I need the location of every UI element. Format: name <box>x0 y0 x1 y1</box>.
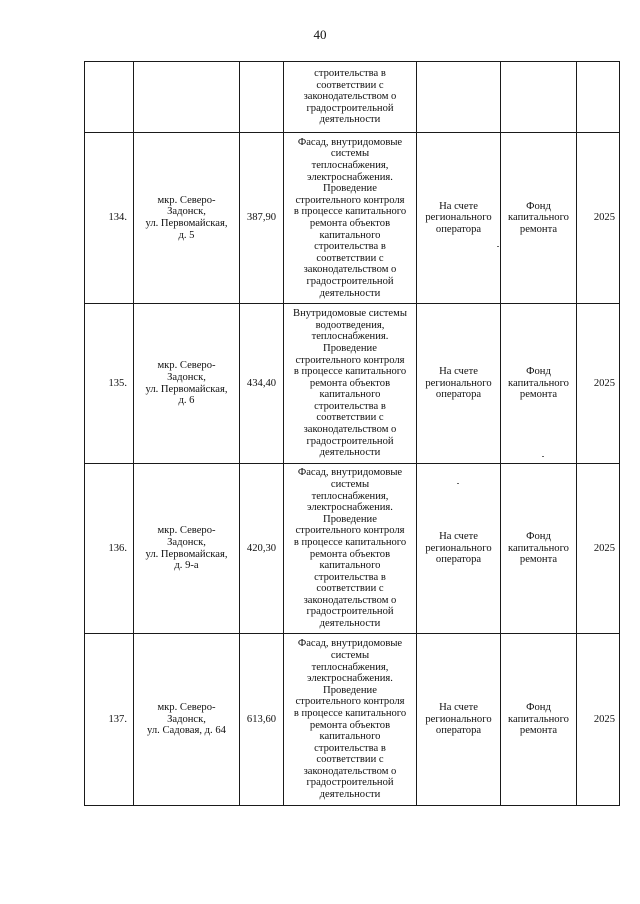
cell-work-description-line: теплоснабжения. <box>311 331 389 343</box>
cell-work-description-line: Внутридомовые системы <box>293 308 407 320</box>
cell-work-description-line: законодательством о <box>303 594 397 606</box>
cell-work-description-line: градостроительной <box>306 777 394 789</box>
cell-work-description-line: капитального <box>319 560 381 572</box>
cell-address-line: мкр. Северо- <box>157 525 216 537</box>
cell-cost: 434,40 <box>240 304 284 464</box>
cell-work-description-line: деятельности <box>319 618 381 630</box>
cell-work-description-line: строительства в <box>314 742 386 754</box>
work-line: деятельности <box>319 114 381 126</box>
cell-address-line: мкр. Северо- <box>157 360 216 372</box>
cell-work-description-line: строительства в <box>314 241 386 253</box>
cell-account-line: На счете <box>439 366 478 378</box>
cell-num-empty <box>85 62 134 133</box>
cell-work-description-line: соответствии с <box>316 583 384 595</box>
cell-work-description-line: соответствии с <box>316 252 384 264</box>
cell-account <box>417 133 501 304</box>
table-row <box>85 464 620 634</box>
cell-work-description-line: теплоснабжения, <box>311 490 389 502</box>
cell-number: 137. <box>85 634 134 806</box>
cell-account <box>417 464 501 634</box>
cell-work-description-line: электроснабжения. <box>307 673 393 685</box>
cell-work-description-line: капитального <box>319 389 381 401</box>
cell-address-line: мкр. Северо- <box>157 194 216 206</box>
cell-fund-line: Фонд <box>526 531 551 543</box>
cell-work-description <box>284 634 417 806</box>
cell-account <box>417 634 501 806</box>
cell-address <box>134 634 240 806</box>
table-row-continuation <box>85 62 620 133</box>
cell-year: 2025 <box>577 634 620 806</box>
work-line: законодательством о <box>303 91 397 103</box>
cell-account-line: регионального <box>425 713 492 725</box>
cell-work-description-line: капитального <box>319 731 381 743</box>
cell-address-line: ул. Первомайская, <box>145 218 228 229</box>
work-line: градостроительной <box>306 102 394 114</box>
cell-address-line: Задонск, <box>167 713 206 725</box>
cell-fund-line: ремонта <box>519 223 558 235</box>
cell-address-line: мкр. Северо- <box>157 702 216 714</box>
cell-work-description-line: системы <box>330 649 370 661</box>
cell-address <box>134 133 240 304</box>
cell-fund-line: Фонд <box>526 200 551 212</box>
cell-work-description <box>284 464 417 634</box>
cell-work-description-line: электроснабжения. <box>307 502 393 514</box>
cell-number: 135. <box>85 304 134 464</box>
cell-work-description-line: строительства в <box>314 400 386 412</box>
cell-work-continuation <box>284 62 417 133</box>
cell-work-description-line: деятельности <box>319 789 381 801</box>
cell-work-description-line: электроснабжения. <box>307 171 393 183</box>
cell-work-description-line: Проведение <box>323 183 377 195</box>
scan-speck <box>542 456 544 457</box>
cell-work-description-line: строительного контроля <box>295 525 405 537</box>
cell-address-line: Задонск, <box>167 206 206 218</box>
cell-address-line: ул. Первомайская, <box>145 383 228 395</box>
cell-work-description-line: деятельности <box>319 287 381 299</box>
cell-work-description-line: ремонта объектов <box>309 377 391 389</box>
cell-year: 2025 <box>577 304 620 464</box>
cell-fund-line: капитального <box>508 212 569 224</box>
cell-work-description-line: Проведение <box>323 684 377 696</box>
work-line: строительства в <box>314 68 386 80</box>
cell-account <box>417 304 501 464</box>
cell-work-description-line: системы <box>330 148 370 160</box>
cell-fund-line: Фонд <box>526 366 551 378</box>
table-row <box>85 634 620 806</box>
page-number: 40 <box>313 27 327 42</box>
cell-work-description-line: ремонта объектов <box>309 719 391 731</box>
cell-address <box>134 304 240 464</box>
cell-account-line: регионального <box>425 542 492 554</box>
table-row <box>85 133 620 304</box>
cell-work-description-line: Фасад, внутридомовые <box>297 136 403 148</box>
cell-year: 2025 <box>577 464 620 634</box>
cell-account-line: оператора <box>435 389 482 401</box>
cell-account-line: регионального <box>425 377 492 389</box>
cell-work-description-line: строительного контроля <box>295 696 405 708</box>
cell-work-description-line: в процессе капитального <box>293 707 407 719</box>
cell-account-line: регионального <box>425 212 492 224</box>
cell-cost: 613,60 <box>240 634 284 806</box>
cell-number: 134. <box>85 133 134 304</box>
cell-work-description-line: в процессе капитального <box>293 206 407 218</box>
cell-cost: 420,30 <box>240 464 284 634</box>
cell-fund-line: Фонд <box>526 702 551 714</box>
cell-work-description-line: строительства в <box>314 571 386 583</box>
cell-cost: 387,90 <box>240 133 284 304</box>
cell-address-line: д. 9-а <box>174 560 199 572</box>
cell-account-line: оператора <box>435 725 482 737</box>
cell-work-description-line: строительного контроля <box>295 354 405 366</box>
cell-work-description-line: теплоснабжения, <box>311 661 389 673</box>
cell-work-description-line: капитального <box>319 229 381 241</box>
cell-work-description-line: в процессе капитального <box>293 366 407 378</box>
cell-work-description-line: градостроительной <box>306 435 394 447</box>
cell-work-description-line: законодательством о <box>303 765 397 777</box>
cell-address-line: Задонск, <box>167 536 206 548</box>
cell-work-description-line: теплоснабжения, <box>311 160 389 172</box>
cell-work-description-line: законодательством о <box>303 264 397 276</box>
cell-fund-empty <box>501 62 577 133</box>
cell-address-empty <box>134 62 240 133</box>
cell-address-line: Задонск, <box>167 371 206 383</box>
cell-address-line: д. 5 <box>178 229 195 241</box>
cell-work-description-line: Фасад, внутридомовые <box>297 467 403 479</box>
table-body <box>85 62 620 806</box>
cell-fund <box>501 304 577 464</box>
cell-year: 2025 <box>577 133 620 304</box>
cell-fund-line: капитального <box>508 713 569 725</box>
cell-account-line: оператора <box>435 554 482 566</box>
cell-fund <box>501 634 577 806</box>
scan-speck <box>457 483 459 484</box>
cell-work-description-line: строительного контроля <box>295 194 405 206</box>
repair-works-table <box>84 61 620 806</box>
cell-fund-line: ремонта <box>519 725 558 737</box>
cell-work-description-line: соответствии с <box>316 754 384 766</box>
cell-work-description-line: градостроительной <box>306 606 394 618</box>
cell-work-description-line: ремонта объектов <box>309 218 391 229</box>
cell-fund-line: капитального <box>508 542 569 554</box>
cell-work-description <box>284 133 417 304</box>
cell-fund-line: ремонта <box>519 554 558 566</box>
cell-fund-line: капитального <box>508 377 569 389</box>
cell-address-line: ул. Садовая, д. 64 <box>147 725 226 737</box>
cell-address-line: д. 6 <box>178 395 195 407</box>
cell-number: 136. <box>85 464 134 634</box>
cell-fund <box>501 464 577 634</box>
cell-account-line: На счете <box>439 200 478 212</box>
cell-work-description-line: градостроительной <box>306 275 394 287</box>
table-row <box>85 304 620 464</box>
cell-work-description-line: Проведение <box>323 342 377 354</box>
cell-work-description-line: Фасад, внутридомовые <box>297 638 403 650</box>
cell-work-description-line: соответствии с <box>316 412 384 424</box>
scan-speck <box>497 246 499 247</box>
cell-work-description-line: системы <box>330 478 370 490</box>
cell-account-empty <box>417 62 501 133</box>
cell-work-description-line: в процессе капитального <box>293 536 407 548</box>
cell-work-description-line: водоотведения, <box>315 319 385 331</box>
cell-account-line: оператора <box>435 223 482 235</box>
cell-year-empty <box>577 62 620 133</box>
cell-work-description-line: ремонта объектов <box>309 548 391 560</box>
cell-work-description-line: деятельности <box>319 447 381 459</box>
cell-work-description <box>284 304 417 464</box>
cell-address-line: ул. Первомайская, <box>145 548 228 560</box>
cell-fund <box>501 133 577 304</box>
cell-address <box>134 464 240 634</box>
cell-fund-line: ремонта <box>519 389 558 401</box>
cell-work-description-line: законодательством о <box>303 424 397 436</box>
cell-cost-empty <box>240 62 284 133</box>
cell-work-description-line: Проведение <box>323 513 377 525</box>
work-line: соответствии с <box>316 79 384 91</box>
cell-account-line: На счете <box>439 531 478 543</box>
cell-account-line: На счете <box>439 702 478 714</box>
